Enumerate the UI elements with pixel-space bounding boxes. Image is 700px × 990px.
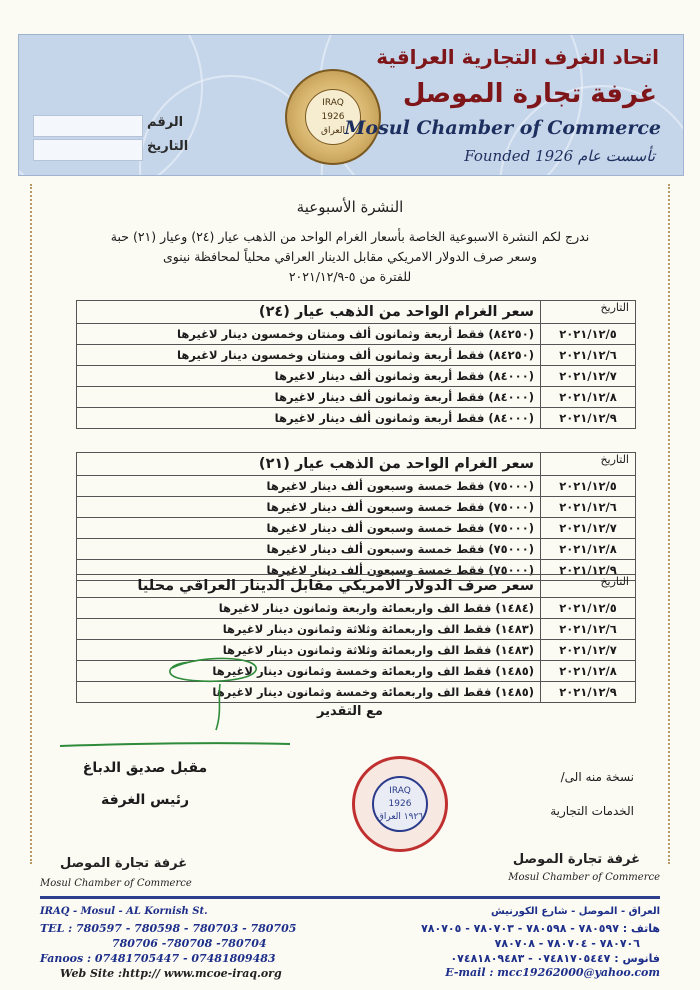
email-link[interactable]: E-mail : mcc19262000@yahoo.com: [445, 966, 660, 979]
fax-ar: فانوس : ٠٧٤٨١٧٠٥٤٤٧ - ٠٧٤٨١٨٠٩٤٨٣: [450, 952, 660, 965]
price-cell: (٧٥٠٠٠) فقط خمسة وسبعون ألف دينار لاغيرها: [77, 518, 541, 539]
number-label: الرقم: [147, 115, 184, 130]
stamp-text-iraq: IRAQ: [389, 785, 411, 796]
date-cell: ٢٠٢١/١٢/٦: [541, 619, 636, 640]
address-en: IRAQ - Mosul - AL Kornish St.: [40, 906, 208, 917]
tel-en-2: 780706 -780708 -780704: [112, 937, 267, 950]
price-cell: (١٤٨٣) فقط الف واربعمائة وثلاثة وثمانون دينار لاغيرها: [77, 619, 541, 640]
price-cell: (٨٤٢٥٠) فقط أربعة وثمانون ألف ومنتان وخمسون دينار لاغيرها: [77, 324, 541, 345]
table-header-row: [77, 453, 636, 476]
date-cell: ٢٠٢١/١٢/٧: [541, 640, 636, 661]
price-cell: (٨٤٠٠٠) فقط أربعة وثمانون ألف دينار لاغيرها: [77, 408, 541, 429]
price-cell: (٧٥٠٠٠) فقط خمسة وسبعون ألف دينار لاغيرها: [77, 497, 541, 518]
price-cell: (٧٥٠٠٠) فقط خمسة وسبعون ألف دينار لاغيرها: [77, 560, 541, 581]
address-ar: العراق - الموصل - شارع الكورنيش: [490, 906, 660, 917]
price-cell: (٨٤٠٠٠) فقط أربعة وثمانون ألف دينار لاغيرها: [77, 387, 541, 408]
table-row: [77, 539, 636, 560]
union-title: اتحاد الغرف التجارية العراقية: [376, 45, 659, 69]
cc-label: نسخة منه الى/: [560, 770, 634, 784]
price-cell: (١٤٨٥) فقط الف واربعمائة وخمسة وثمانون دينار لاغيرها: [77, 661, 541, 682]
date-cell: ٢٠٢١/١٢/٥: [541, 324, 636, 345]
fax-en: Fanoos : 07481705447 - 07481809483: [40, 952, 276, 965]
footer-right-en: Mosul Chamber of Commerce: [508, 872, 660, 883]
date-field: [33, 139, 143, 161]
stamp-text-year: 1926: [388, 798, 412, 809]
date-cell: ٢٠٢١/١٢/٩: [541, 682, 636, 703]
footer-divider: [40, 896, 660, 899]
table-row: [77, 366, 636, 387]
regards-text: مع التقدير: [317, 704, 383, 719]
date-header: التاريخ: [541, 575, 636, 598]
price-cell: (١٤٨٣) فقط الف واربعمائة وثلاثة وثمانون دينار لاغيرها: [77, 640, 541, 661]
date-cell: ٢٠٢١/١٢/٥: [541, 598, 636, 619]
tel-ar-1: هاتف : ٧٨٠٥٩٧ - ٧٨٠٥٩٨ - ٧٨٠٧٠٣ - ٧٨٠٧٠٥: [421, 922, 660, 935]
date-cell: ٢٠٢١/١٢/٧: [541, 518, 636, 539]
date-label: التاريخ: [147, 139, 189, 154]
table-header-row: [77, 575, 636, 598]
usd-header: سعر صرف الدولار الامريكي مقابل الدينار العراقي محليا: [77, 575, 541, 598]
table-row: [77, 619, 636, 640]
gold21-header: سعر الغرام الواحد من الذهب عيار (٢١): [77, 453, 541, 476]
date-header: التاريخ: [541, 301, 636, 324]
price-cell: (٨٤٠٠٠) فقط أربعة وثمانون ألف دينار لاغيرها: [77, 366, 541, 387]
date-cell: ٢٠٢١/١٢/٨: [541, 387, 636, 408]
intro-line-2: وسعر صرف الدولار الامريكي مقابل الدينار العراقي محلياً لمحافظة نينوى: [162, 249, 538, 264]
price-cell: (٧٥٠٠٠) فقط خمسة وسبعون ألف دينار لاغيرها: [77, 539, 541, 560]
stamp-text-ar: ١٩٢٦ العراق: [376, 811, 424, 822]
date-cell: ٢٠٢١/١٢/٨: [541, 661, 636, 682]
tel-en-1: TEL : 780597 - 780598 - 780703 - 780705: [40, 922, 297, 935]
left-border-ornament: [30, 184, 56, 864]
date-header: التاريخ: [541, 453, 636, 476]
price-cell: (١٤٨٥) فقط الف واربعمائة وخمسة وثمانون دينار لاغيرها: [77, 682, 541, 703]
footer-left-ar: غرفة تجارة الموصل: [60, 856, 188, 871]
signer-name: مقبل صديق الدباغ: [82, 760, 208, 776]
tel-ar-2: ٧٨٠٧٠٦ - ٧٨٠٧٠٤ - ٧٨٠٧٠٨: [494, 937, 640, 950]
founded-text: Founded 1926 تأسست عام: [464, 147, 655, 165]
official-stamp: [352, 756, 448, 852]
date-cell: ٢٠٢١/١٢/٦: [541, 345, 636, 366]
letterhead-banner: [18, 34, 684, 176]
number-field: [33, 115, 143, 137]
signer-title: رئيس الغرفة: [100, 792, 190, 808]
table-row: [77, 518, 636, 539]
price-cell: (١٤٨٤) فقط الف واربعمائة واربعة وثمانون دينار لاغيرها: [77, 598, 541, 619]
gold24-table: [76, 300, 636, 429]
date-cell: ٢٠٢١/١٢/٩: [541, 408, 636, 429]
table-row: [77, 387, 636, 408]
table-row: [77, 598, 636, 619]
intro-line-1: ندرج لكم النشرة الاسبوعية الخاصة بأسعار الغرام الواحد من الذهب عيار (٢٤) وعيار (٢١) حبة: [110, 229, 590, 244]
table-row: [77, 408, 636, 429]
cc-recipient: الخدمات التجارية: [550, 804, 634, 818]
table-row: [77, 324, 636, 345]
date-cell: ٢٠٢١/١٢/٧: [541, 366, 636, 387]
bulletin-title: النشرة الأسبوعية: [296, 198, 404, 216]
date-cell: ٢٠٢١/١٢/٨: [541, 539, 636, 560]
footer-right-ar: غرفة تجارة الموصل: [512, 852, 640, 867]
price-cell: (٨٤٢٥٠) فقط أربعة وثمانون ألف ومنتان وخمسون دينار لاغيرها: [77, 345, 541, 366]
seal-text-ar: العراق: [320, 126, 346, 136]
handwritten-signature: [60, 650, 320, 750]
footer-left-en: Mosul Chamber of Commerce: [40, 878, 192, 889]
table-row: [77, 497, 636, 518]
gold21-table: [76, 452, 636, 581]
chamber-title-en: Mosul Chamber of Commerce: [344, 117, 661, 139]
table-header-row: [77, 301, 636, 324]
price-cell: (٧٥٠٠٠) فقط خمسة وسبعون ألف دينار لاغيرها: [77, 476, 541, 497]
date-cell: ٢٠٢١/١٢/٥: [541, 476, 636, 497]
table-row: [77, 476, 636, 497]
website-link[interactable]: Web Site :http:// www.mcoe-iraq.org: [60, 967, 282, 980]
seal-text-year: 1926: [321, 112, 345, 122]
gold24-header: سعر الغرام الواحد من الذهب عيار (٢٤): [77, 301, 541, 324]
chamber-title-ar: غرفة تجارة الموصل: [402, 79, 657, 109]
table-row: [77, 345, 636, 366]
seal-text-iraq: IRAQ: [322, 98, 344, 108]
date-cell: ٢٠٢١/١٢/٦: [541, 497, 636, 518]
right-border-ornament: [644, 184, 670, 864]
intro-line-3: للفترة من ٥-٢٠٢١/١٢/٩: [288, 269, 412, 284]
date-cell: ٢٠٢١/١٢/٩: [541, 560, 636, 581]
